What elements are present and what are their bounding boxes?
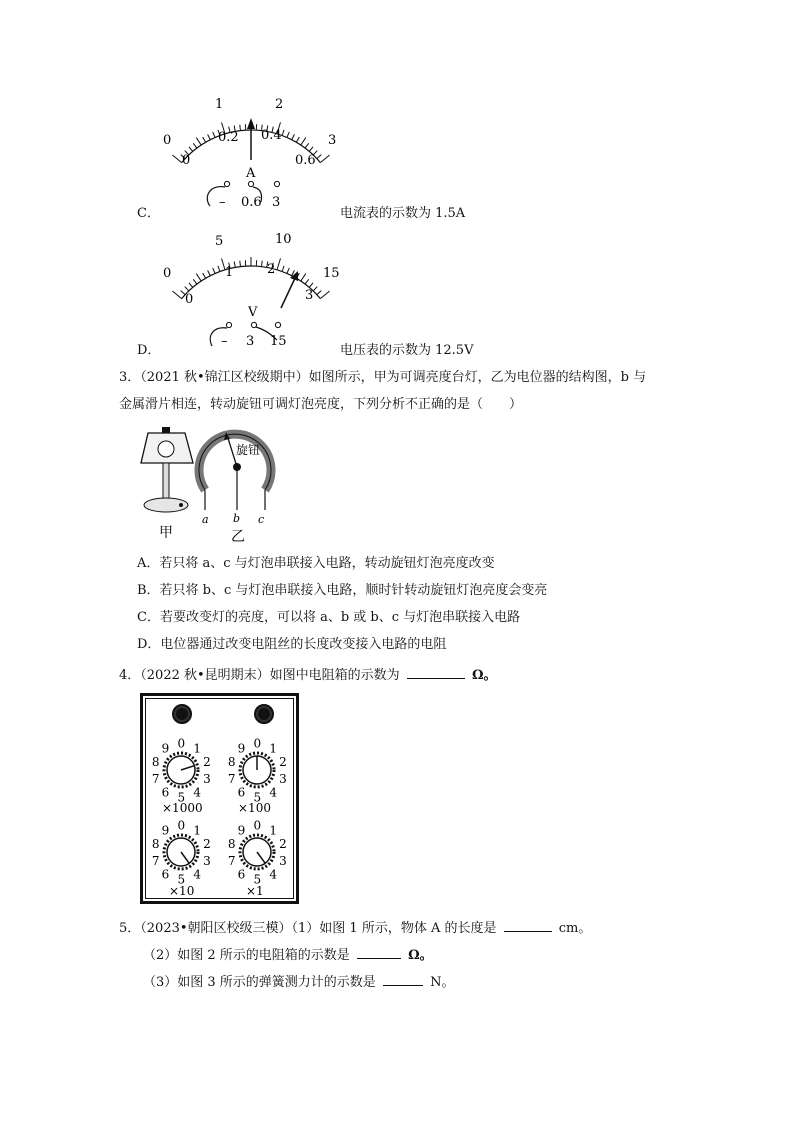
dial-number: 9 <box>237 741 246 756</box>
voltmeter-terminal-3: 3 <box>246 334 255 349</box>
option-c-label: C． <box>137 206 160 221</box>
voltmeter-bottom-label-3: 3 <box>305 288 314 303</box>
dial-number: 3 <box>203 853 211 868</box>
dial-number: 6 <box>237 785 246 800</box>
dial-number: 8 <box>151 755 160 770</box>
meter-tick <box>213 132 215 138</box>
dial-number: 6 <box>161 867 170 882</box>
meter-tick <box>208 270 211 275</box>
meter-tick <box>320 155 329 163</box>
q5-part2-unit: Ω。 <box>408 948 433 963</box>
dial-number: 7 <box>151 771 160 786</box>
q5-stem <box>119 917 591 938</box>
dial-number: 2 <box>203 837 211 852</box>
meter-tick <box>309 283 313 288</box>
ammeter-top-label-1: 1 <box>215 97 224 112</box>
dial-number: 0 <box>253 736 262 751</box>
meter-tick <box>203 137 206 142</box>
ammeter-terminal-0.6: 0.6 <box>241 195 262 210</box>
meter-tick <box>262 261 263 267</box>
voltmeter-terminal-neg: – <box>221 334 228 349</box>
meter-tick <box>305 143 309 148</box>
q5-part2 <box>143 944 433 965</box>
dial-number: 4 <box>193 867 202 882</box>
dial-number: 2 <box>279 755 287 770</box>
voltmeter-figure <box>155 228 355 350</box>
dial-number: 8 <box>151 837 160 852</box>
meter-tick <box>185 287 189 291</box>
terminal-a: a <box>202 513 209 526</box>
dial-number: 0 <box>253 818 262 833</box>
ammeter-bottom-label-0: 0 <box>182 153 191 168</box>
q5-answer-blank-3[interactable] <box>383 971 423 986</box>
meter-tick <box>282 266 284 272</box>
ammeter-top-label-3: 3 <box>328 133 337 148</box>
meter-tick <box>317 291 321 295</box>
potentiometer-caption: 乙 <box>231 529 245 545</box>
meter-tick <box>193 279 197 284</box>
dial-number: 7 <box>151 853 160 868</box>
meter-tick <box>313 287 317 291</box>
dial-number: 1 <box>269 823 278 838</box>
q3-option-d: D．电位器通过改变电阻丝的长度改变接入电路的电阻 <box>137 637 447 652</box>
dial-number: 1 <box>193 741 202 756</box>
meter-tick <box>240 125 241 131</box>
meter-tick <box>317 155 321 159</box>
dial-number: 2 <box>203 755 211 770</box>
voltmeter-bottom-label-0: 0 <box>185 292 194 307</box>
ammeter-top-label-2: 2 <box>275 97 284 112</box>
ammeter-bottom-label-2: 0.4 <box>261 128 282 143</box>
dial-number: 0 <box>177 818 186 833</box>
q3-stem-line1: 3．（2021 秋•锦江区校级期中）如图所示，甲为可调亮度台灯，乙为电位器的结构图，b 与 <box>119 370 647 385</box>
ammeter-top-label-0: 0 <box>163 133 172 148</box>
dial-number: 9 <box>237 823 246 838</box>
lamp-caption: 甲 <box>159 525 173 541</box>
option-d-statement: 电压表的示数为 12.5V <box>340 343 474 358</box>
meter-tick <box>282 130 284 136</box>
option-d-label: D． <box>137 343 161 358</box>
desk-lamp-icon <box>141 427 193 512</box>
terminal-c: c <box>258 513 265 526</box>
q4-answer-blank[interactable] <box>407 664 465 679</box>
dial-number: 8 <box>227 837 236 852</box>
meter-tick <box>196 138 201 145</box>
dial-number: 5 <box>253 872 262 887</box>
dial-×100[interactable] <box>228 737 287 805</box>
dial-number: 4 <box>269 867 278 882</box>
voltmeter-terminal-15: 15 <box>270 334 287 349</box>
ammeter-bottom-label-1: 0.2 <box>218 130 239 145</box>
dial-number: 9 <box>161 823 170 838</box>
ammeter-terminal-3: 3 <box>272 195 281 210</box>
meter-tick <box>301 138 306 145</box>
multiplier-x1: ×1 <box>246 884 264 898</box>
dial-×10[interactable] <box>152 819 211 887</box>
ammeter-needle-tip <box>247 118 255 129</box>
dial-number: 2 <box>279 837 287 852</box>
dial-number: 6 <box>237 867 246 882</box>
voltmeter-unit: V <box>248 305 258 320</box>
multiplier-x10: ×10 <box>169 884 195 898</box>
dial-number: 4 <box>269 785 278 800</box>
q4-stem-text: 4．（2022 秋•昆明期末）如图中电阻箱的示数为 <box>119 668 400 683</box>
meter-tick <box>189 283 193 288</box>
meter-tick <box>305 279 309 284</box>
q5-part3-unit: N。 <box>430 975 455 990</box>
dial-number: 3 <box>279 853 287 868</box>
multiplier-x100: ×100 <box>238 801 271 815</box>
terminal-b: b <box>233 512 241 525</box>
voltmeter-bottom-label-2: 2 <box>267 262 276 277</box>
q3-option-a: A．若只将 a、c 与灯泡串联接入电路，转动旋钮灯泡亮度改变 <box>137 556 495 571</box>
q4-stem <box>119 664 497 685</box>
dial-number: 1 <box>193 823 202 838</box>
ammeter-bottom-label-3: 0.6 <box>295 153 316 168</box>
ammeter-figure <box>155 92 355 212</box>
multiplier-x1000: ×1000 <box>162 801 203 815</box>
q3-stem-line2: 金属滑片相连，转动旋钮可调灯泡亮度，下列分析不正确的是（ ） <box>119 397 523 412</box>
meter-tick <box>287 132 289 138</box>
dial-×1[interactable] <box>228 819 287 887</box>
q3-option-b: B．若只将 b、c 与灯泡串联接入电路，顺时针转动旋钮灯泡亮度会变亮 <box>137 583 548 598</box>
meter-tick <box>172 291 181 299</box>
meter-tick <box>196 274 201 281</box>
voltmeter-top-label-2: 10 <box>275 232 292 247</box>
dial-number: 1 <box>269 741 278 756</box>
resistance-box-figure <box>140 693 299 904</box>
meter-tick <box>189 147 193 152</box>
meter-tick <box>320 291 329 299</box>
ammeter-terminal-neg: – <box>219 195 226 210</box>
meter-tick <box>296 137 299 142</box>
voltmeter-top-label-3: 15 <box>323 266 340 281</box>
q5-answer-blank-2[interactable] <box>357 944 401 959</box>
q3-option-c: C．若要改变灯的亮度，可以将 a、b 或 b、c 与灯泡串联接入电路 <box>137 610 521 625</box>
q5-part2-text: （2）如图 2 所示的电阻箱的示数是 <box>143 948 350 963</box>
meter-tick <box>213 268 215 274</box>
meter-tick <box>208 134 211 139</box>
meter-tick <box>234 261 235 267</box>
dial-number: 8 <box>227 755 236 770</box>
option-c-statement: 电流表的示数为 1.5A <box>340 206 466 221</box>
meter-tick <box>172 155 181 163</box>
meter-tick <box>193 143 197 148</box>
dial-×1000[interactable] <box>152 737 211 805</box>
meter-tick <box>218 266 220 272</box>
dial-number: 7 <box>227 771 236 786</box>
q5-stem-unit: cm。 <box>558 921 592 936</box>
meter-tick <box>277 258 280 269</box>
meter-tick <box>309 147 313 152</box>
meter-tick <box>301 274 306 281</box>
dial-number: 5 <box>177 872 186 887</box>
q5-part3 <box>143 971 454 992</box>
meter-tick <box>240 261 241 267</box>
voltmeter-top-label-0: 0 <box>163 266 172 281</box>
dial-number: 3 <box>203 771 211 786</box>
voltmeter-bottom-label-1: 1 <box>225 265 234 280</box>
potentiometer-diagram <box>199 432 271 510</box>
q5-part3-text: （3）如图 3 所示的弹簧测力计的示数是 <box>143 975 376 990</box>
q5-answer-blank-1[interactable] <box>504 917 552 932</box>
meter-arc <box>182 266 321 299</box>
meter-tick <box>292 134 295 139</box>
meter-tick <box>287 268 289 274</box>
dial-number: 3 <box>279 771 287 786</box>
ammeter-unit: A <box>246 166 256 181</box>
dial-number: 9 <box>161 741 170 756</box>
q3-figure <box>135 425 285 545</box>
voltmeter-top-label-1: 5 <box>215 234 224 249</box>
dial-number: 6 <box>161 785 170 800</box>
q5-stem-text: 5．（2023•朝阳区校级三模）（1）如图 1 所示，物体 A 的长度是 <box>119 921 497 936</box>
meter-tick <box>203 273 206 278</box>
dial-number: 7 <box>227 853 236 868</box>
voltmeter-needle <box>281 276 296 308</box>
knob-label: 旋钮 <box>236 443 261 457</box>
q4-unit: Ω。 <box>471 668 497 683</box>
dial-number: 5 <box>177 790 186 805</box>
dial-number: 4 <box>193 785 202 800</box>
dial-number: 0 <box>177 736 186 751</box>
dial-number: 5 <box>253 790 262 805</box>
